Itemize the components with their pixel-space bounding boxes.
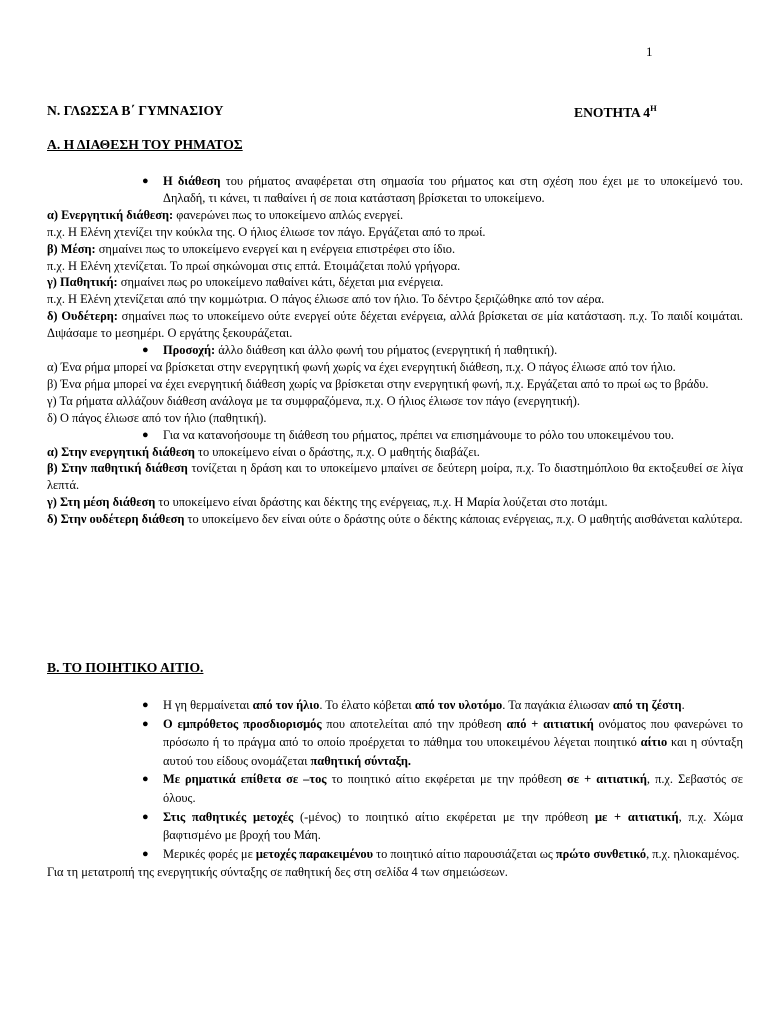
paragraph: π.χ. Η Ελένη χτενίζει την κούκλα της. Ο ήλιος έλιωσε τον πάγο. Εργάζεται από το πρωί. — [47, 224, 486, 239]
paragraph: γ) Στη μέση διάθεση το υποκείμενο είναι δράστης και δέκτης της ενέργειας, π.χ. Η Μαρία λούζεται στο ποτάμι. — [47, 495, 608, 510]
document-header — [47, 103, 695, 119]
paragraph: π.χ. Η Ελένη χτενίζεται. Το πρωί σηκώνομαι στις επτά. Ετοιμάζεται πολύ γρήγορα. — [47, 258, 461, 273]
bullet-icon: ● — [142, 810, 149, 823]
paragraph: α) Ένα ρήμα μπορεί να βρίσκεται στην ενεργητική φωνή χωρίς να έχει ενεργητική διάθεση, π.χ. Ο πάγος έλιωσε από τον ήλιο. — [47, 359, 676, 374]
page-number: 1 — [646, 44, 653, 59]
bullet-icon: ● — [142, 344, 149, 357]
section-a-body — [47, 173, 743, 528]
paragraph: β) Στην παθητική διάθεση τονίζεται η δράση και το υποκείμενο μπαίνει σε δεύτερη μοίρα, π.χ. Το διαστημόπλοιο θα εκτοξευθεί σε λίγα λεπτά. — [47, 461, 743, 493]
bullet-paragraph: ● Με ρηματικά επίθετα σε –τος το ποιητικό αίτιο εκφέρεται με την πρόθεση σε + αιτιατική, π.χ. Σεβαστός σε όλους. — [142, 772, 743, 805]
paragraph: β) Μέση: σημαίνει πως το υποκείμενο ενεργεί και η ενέργεια επιστρέφει στο ίδιο. — [47, 241, 456, 256]
bullet-icon: ● — [142, 773, 149, 786]
paragraph: δ) Στην ουδέτερη διάθεση το υποκείμενο δεν είναι ούτε ο δράστης ούτε ο δέκτης κάποιας ενέργειας, π.χ. Ο μαθητής αισθάνεται καλύτερα. — [47, 512, 743, 527]
section-a-title: Α. Η ΔΙΑΘΕΣΗ ΤΟΥ ΡΗΜΑΤΟΣ — [47, 137, 243, 152]
paragraph: γ) Τα ρήματα αλλάζουν διάθεση ανάλογα με τα συμφραζόμενα, π.χ. Ο ήλιος έλιωσε τον πάγο (ενεργητική). — [47, 393, 580, 408]
bullet-paragraph: ● Μερικές φορές με μετοχές παρακειμένου το ποιητικό αίτιο παρουσιάζεται ως πρώτο συνθετικό, π.χ. ηλιοκαμένος. — [47, 845, 743, 864]
bullet-paragraph: ● Ο εμπρόθετος προσδιορισμός που αποτελείται από την πρόθεση από + αιτιατική ονόματος που φανερώνει το πρόσωπο ή το πράγμα από το οποίο προέρχεται το πάθημα του υποκειμένου λέγεται ποιητικό αίτιο και η σύνταξη αυτού του είδους ονομάζεται παθητική σύνταξη. — [142, 716, 743, 768]
paragraph: γ) Παθητική: σημαίνει πως ρο υποκείμενο παθαίνει κάτι, δέχεται μια ενέργεια. — [47, 275, 444, 290]
bullet-icon: ● — [142, 699, 149, 711]
paragraph: α) Στην ενεργητική διάθεση το υποκείμενο είναι ο δράστης, π.χ. Ο μαθητής διαβάζει. — [47, 444, 480, 459]
section-b-body — [47, 696, 743, 882]
bullet-paragraph: ● Η γη θερμαίνεται από τον ήλιο. Το έλατο κόβεται από τον υλοτόμο. Τα παγάκια έλιωσαν από τη ζέστη. — [47, 696, 743, 715]
paragraph: δ) Ουδέτερη: σημαίνει πως το υποκείμενο ούτε ενεργεί ούτε δέχεται ενέργεια, αλλά βρίσκεται σε μία κατάσταση. π.χ. Το παιδί κοιμάται. Διψάσαμε το μεσημέρι. Ο εργάτης ξεκουράζεται. — [47, 309, 744, 341]
paragraph: π.χ. Η Ελένη χτενίζεται από την κομμώτρια. Ο πάγος έλιωσε από τον ήλιο. Το δέντρο ξεριζώθηκε από τον αέρα. — [47, 292, 605, 307]
section-b-title: Β. ΤΟ ΠΟΙΗΤΙΚΟ ΑΙΤΙΟ. — [47, 660, 204, 675]
paragraph: δ) Ο πάγος έλιωσε από τον ήλιο (παθητική). — [47, 410, 267, 425]
paragraph: β) Ένα ρήμα μπορεί να έχει ενεργητική διάθεση χωρίς να βρίσκεται στην ενεργητική φωνή, π.χ. Εργάζεται από το πρωί ως το βράδυ. — [47, 376, 709, 391]
bullet-paragraph: ● Στις παθητικές μετοχές (-μένος) το ποιητικό αίτιο εκφέρεται με την πρόθεση με + αιτιατική, π.χ. Χώμα βαφτισμένο με βροχή του Μάη. — [142, 809, 743, 843]
bullet-icon: ● — [142, 847, 149, 860]
course-title: Ν. ΓΛΩΣΣΑ Β΄ ΓΥΜΝΑΣΙΟΥ — [47, 103, 224, 118]
bullet-paragraph: ● Η διάθεση του ρήματος αναφέρεται στη σημασία του ρήματος και στη σχέση που έχει με το υποκείμενό του. Δηλαδή, τι κάνει, τι παθαίνει ή σε ποια κατάσταση βρίσκεται το υποκείμενο. — [142, 174, 743, 205]
bullet-icon: ● — [142, 428, 149, 441]
unit-title: ΕΝΟΤΗΤΑ $4^H$ — [574, 103, 657, 120]
bullet-paragraph: ● Προσοχή: άλλο διάθεση και άλλο φωνή του ρήματος (ενεργητική ή παθητική). — [142, 343, 558, 358]
bullet-paragraph: ● Για να κατανοήσουμε τη διάθεση του ρήματος, πρέπει να επισημάνουμε το ρόλο του υποκειμένου του. — [142, 427, 674, 442]
paragraph: α) Ενεργητική διάθεση: φανερώνει πως το υποκείμενο απλώς ενεργεί. — [47, 207, 404, 222]
bullet-icon: ● — [142, 717, 149, 730]
closing-paragraph: Για τη μετατροπή της ενεργητικής σύνταξης σε παθητική δες στη σελίδα 4 των σημειώσεων. — [47, 865, 508, 880]
bullet-icon: ● — [142, 175, 149, 187]
